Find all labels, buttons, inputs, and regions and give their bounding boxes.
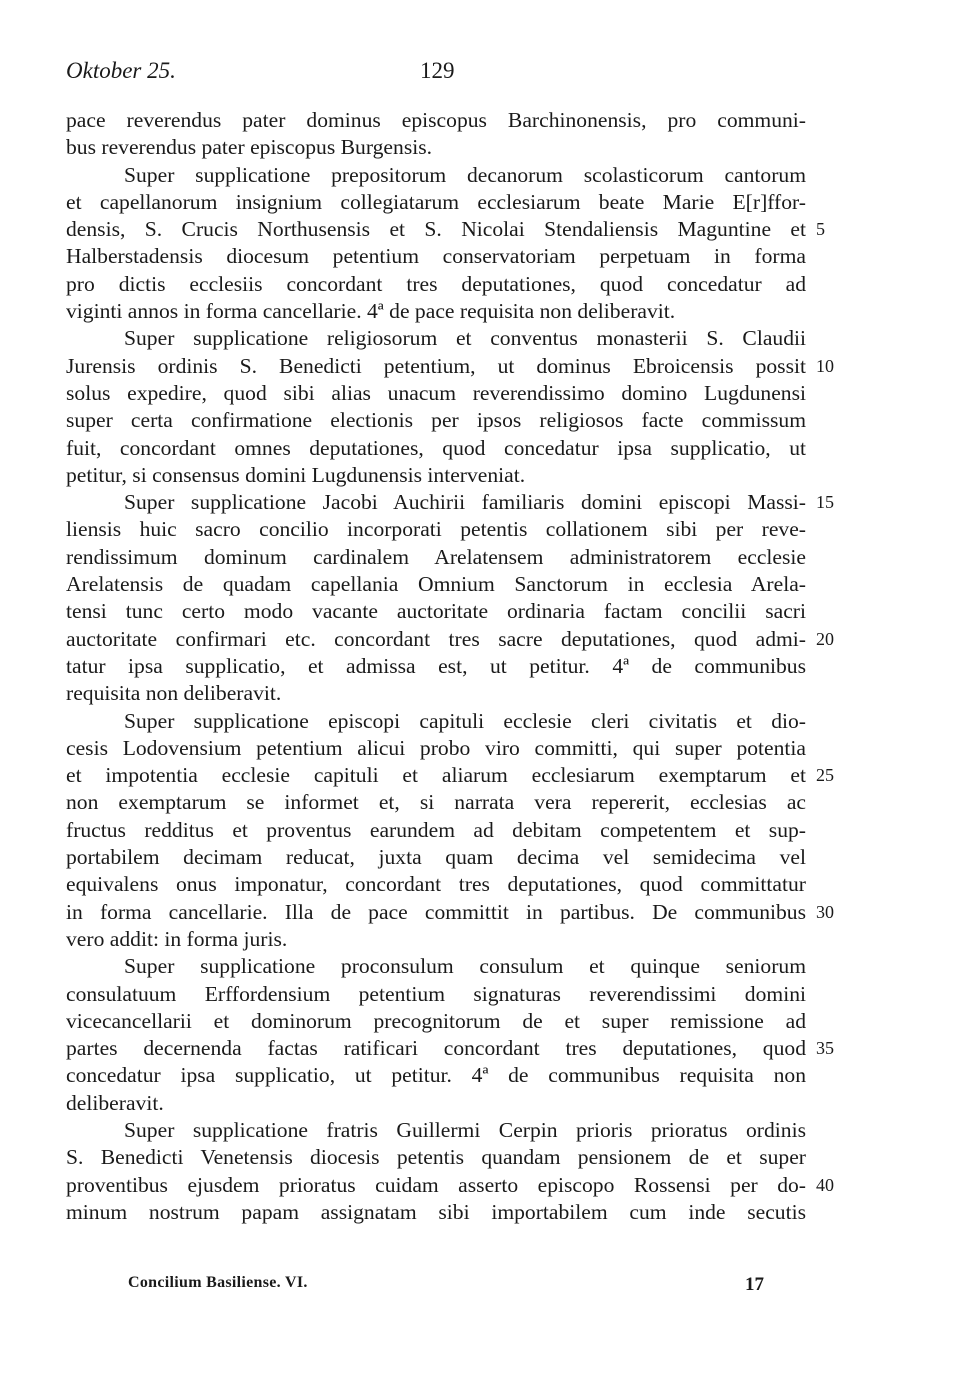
page-footer — [128, 1274, 768, 1298]
line-text: Super supplicatione episcopi capituli ecclesie cleri civitatis et dio- — [124, 708, 806, 733]
text-line — [66, 680, 806, 707]
line-text: pace reverendus pater dominus episcopus Barchinonensis, pro communi- — [66, 108, 806, 132]
text-line — [66, 1144, 806, 1171]
text-line — [66, 407, 806, 434]
line-text: S. Benedicti Venetensis diocesis petentis quandam pensionem de et super — [66, 1145, 806, 1170]
line-number: 20 — [816, 628, 834, 649]
line-text: fructus redditus et proventus earundem ad debitam competentem et sup- — [66, 817, 806, 842]
text-line — [66, 789, 806, 816]
text-line — [66, 435, 806, 462]
line-text: solus expedire, quod sibi alias unacum reverendissimo domino Lugdunensi — [66, 380, 806, 405]
body-text — [66, 107, 834, 1226]
line-text: Super supplicatione fratris Guillermi Cerpin prioris prioratus ordinis — [124, 1117, 806, 1142]
line-text: requisita non deliberavit. — [66, 681, 282, 706]
line-text: cesis Lodovensium petentium alicui probo viro committi, qui super potentia — [66, 735, 806, 760]
line-text: super certa confirmatione electionis per ipsos religiosos facte commissum — [66, 408, 806, 433]
page-header — [66, 58, 806, 88]
text-line — [66, 844, 806, 871]
text-line — [66, 216, 825, 243]
text-line — [66, 762, 834, 789]
line-number: 5 — [816, 219, 825, 240]
line-text: et impotentia ecclesie capituli et aliarum ecclesiarum exemptarum et — [66, 763, 806, 788]
line-number: 25 — [816, 765, 834, 786]
text-line — [66, 871, 806, 898]
text-line — [66, 598, 806, 625]
line-text: tatur ipsa supplicatio, et admissa est, ut petitur. 4ª de communibus — [66, 653, 806, 678]
text-line — [66, 1199, 806, 1226]
text-line — [66, 298, 806, 325]
text-line — [66, 953, 806, 980]
line-text: Super supplicatione prepositorum decanorum scolasticorum cantorum — [124, 162, 806, 187]
text-line — [66, 571, 806, 598]
line-text: tensi tunc certo modo vacante auctoritate ordinaria factam concilii sacri — [66, 599, 806, 624]
line-number: 30 — [816, 901, 834, 922]
line-text: concedatur ipsa supplicatio, ut petitur. 4ª de communibus requisita non — [66, 1063, 806, 1088]
line-text: petitur, si consensus domini Lugdunensis interveniat. — [66, 462, 526, 487]
line-text: densis, S. Crucis Northusensis et S. Nicolai Stendaliensis Maguntine et — [66, 217, 806, 242]
text-line — [66, 653, 806, 680]
text-line — [66, 462, 806, 489]
text-line — [66, 817, 806, 844]
line-text: et capellanorum insignium collegiatarum ecclesiarum beate Marie E[r]ffor- — [66, 189, 806, 214]
line-text: minum nostrum papam assignatam sibi importabilem cum inde secutis — [66, 1199, 806, 1224]
line-text: in forma cancellarie. Illa de pace committit in partibus. De communibus — [66, 899, 806, 924]
text-line — [66, 134, 806, 161]
text-line — [66, 189, 806, 216]
line-text: proventibus ejusdem prioratus cuidam asserto episcopo Rossensi per do- — [66, 1172, 806, 1197]
text-line — [66, 926, 806, 953]
text-line — [66, 380, 806, 407]
line-number: 10 — [816, 355, 834, 376]
text-line — [66, 1090, 806, 1117]
text-line — [66, 107, 806, 134]
line-text: Super supplicatione Jacobi Auchirii familiaris domini episcopi Massi- — [124, 490, 806, 515]
text-line — [66, 544, 806, 571]
text-line — [66, 271, 806, 298]
line-text: partes decernenda factas ratificari concordant tres deputationes, quod — [66, 1036, 806, 1061]
text-line — [66, 325, 806, 352]
line-number: 15 — [816, 492, 834, 513]
text-line — [66, 1117, 806, 1144]
text-line — [66, 1008, 806, 1035]
text-line — [66, 626, 834, 653]
line-text: viginti annos in forma cancellarie. 4ª de pace requisita non deliberavit. — [66, 299, 676, 324]
line-text: auctoritate confirmari etc. concordant tres sacre deputationes, quod admi- — [66, 626, 806, 651]
text-line — [66, 353, 834, 380]
line-text: Super supplicatione proconsulum consulum et quinque seniorum — [124, 954, 806, 979]
text-line — [66, 1172, 834, 1199]
text-line — [66, 516, 806, 543]
text-line — [66, 162, 806, 189]
page-number: 129 — [420, 58, 455, 83]
footer-source: Concilium Basiliense. VI. — [128, 1274, 308, 1291]
text-line — [66, 981, 806, 1008]
line-text: deliberavit. — [66, 1090, 164, 1115]
line-number: 40 — [816, 1174, 834, 1195]
line-text: liensis huic sacro concilio incorporati petentis collationem sibi per reve- — [66, 517, 806, 542]
text-line — [66, 708, 806, 735]
running-head: Oktober 25. — [66, 58, 176, 83]
line-text: Jurensis ordinis S. Benedicti petentium, ut dominus Ebroicensis possit — [66, 353, 806, 378]
line-text: equivalens onus imponatur, concordant tres deputationes, quod committatur — [66, 872, 806, 897]
text-line — [66, 1035, 834, 1062]
line-text: Super supplicatione religiosorum et conventus monasterii S. Claudii — [124, 326, 806, 351]
line-text: fuit, concordant omnes deputationes, quod concedatur ipsa supplicatio, ut — [66, 435, 806, 460]
line-text: non exemptarum se informet et, si narrata vera repererit, ecclesias ac — [66, 790, 806, 815]
line-text: pro dictis ecclesiis concordant tres deputationes, quod concedatur ad — [66, 271, 806, 296]
line-text: consulatuum Erffordensium petentium signaturas reverendissimi domini — [66, 981, 806, 1006]
line-text: vicecancellarii et dominorum precognitorum de et super remissione ad — [66, 1008, 806, 1033]
line-text: vero addit: in forma juris. — [66, 926, 288, 951]
signature-mark: 17 — [745, 1274, 764, 1295]
text-line — [66, 899, 834, 926]
line-number: 35 — [816, 1038, 834, 1059]
line-text: Halberstadensis diocesum petentium conservatoriam perpetuam in forma — [66, 244, 806, 269]
text-line — [66, 489, 834, 516]
text-line — [66, 735, 806, 762]
text-line — [66, 1062, 806, 1089]
line-text: bus reverendus pater episcopus Burgensis. — [66, 135, 433, 160]
line-text: portabilem decimam reducat, juxta quam decima vel semidecima vel — [66, 845, 806, 870]
line-text: rendissimum dominum cardinalem Arelatensem administratorem ecclesie — [66, 544, 806, 569]
line-text: Arelatensis de quadam capellania Omnium Sanctorum in ecclesia Arela- — [66, 572, 806, 597]
text-line — [66, 243, 806, 270]
